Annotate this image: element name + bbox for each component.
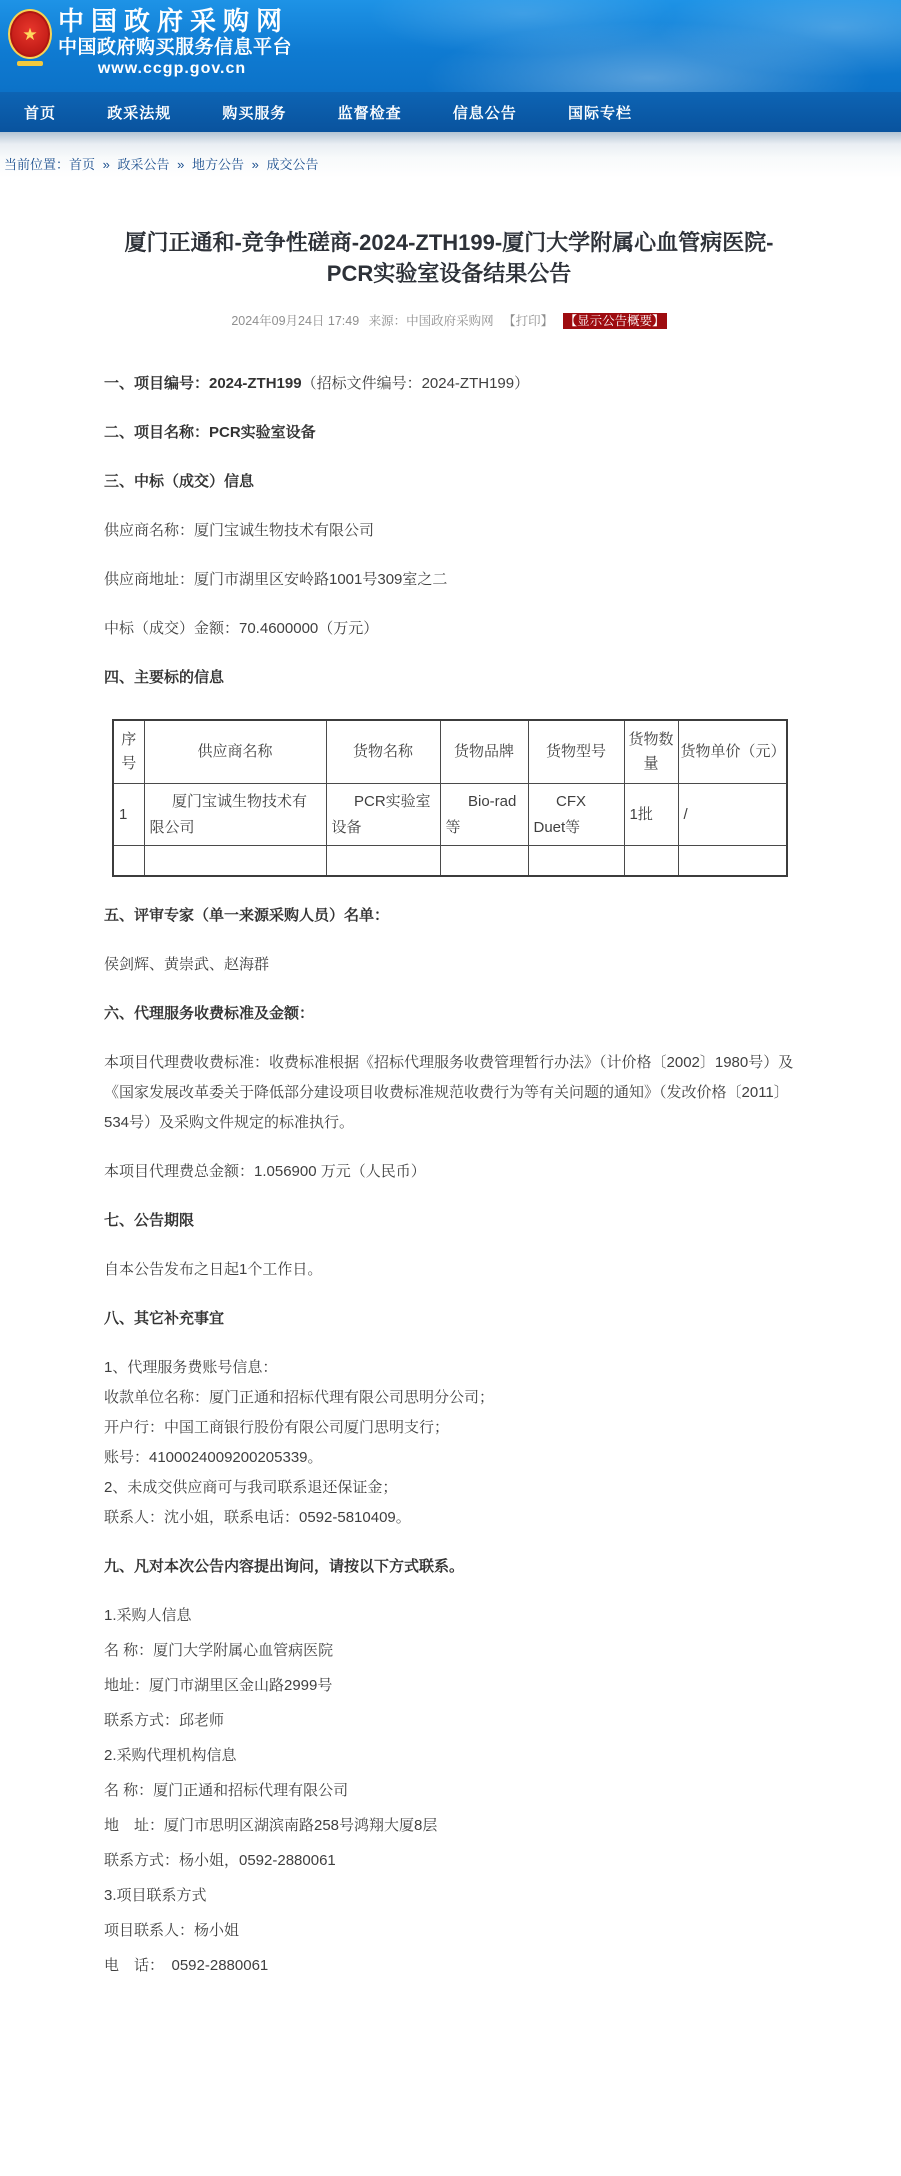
paragraph-text: 地址：厦门市湖里区金山路2999号 xyxy=(104,1676,333,1694)
emblem-base xyxy=(17,61,43,66)
breadcrumb-zone xyxy=(0,132,901,183)
breadcrumb-local-announcements[interactable]: 地方公告 xyxy=(192,157,245,172)
paragraph-text: 联系方式：邱老师 xyxy=(104,1711,225,1729)
col-header-model: 货物型号 xyxy=(528,720,624,784)
paragraph-project-contact-heading xyxy=(104,1881,794,1911)
cell-seq: 1 xyxy=(113,784,144,846)
paragraph-text: 联系方式：杨小姐，0592-2880061 xyxy=(104,1851,336,1869)
paragraph-text: 名 称：厦门正通和招标代理有限公司 xyxy=(104,1781,349,1799)
article-source: 来源：中国政府采购网 xyxy=(368,314,494,328)
paragraph-bold: 七、公告期限 xyxy=(104,1211,195,1229)
article-body xyxy=(104,369,794,1981)
nav-item-home[interactable]: 首页 xyxy=(24,104,57,122)
page-title: 厦门正通和-竞争性磋商-2024-ZTH199-厦门大学附属心血管病医院-PCR实验室设备结果公告 xyxy=(124,230,774,286)
paragraph-text: 3.项目联系方式 xyxy=(104,1886,207,1904)
cell-supplier: 厦门宝诚生物技术有限公司 xyxy=(144,784,326,846)
breadcrumb xyxy=(4,154,901,173)
paragraph-bold: 九、凡对本次公告内容提出询问，请按以下方式联系。 xyxy=(104,1557,465,1575)
paragraph-purchaser-address xyxy=(104,1671,794,1701)
table-header-row xyxy=(113,720,787,784)
print-button[interactable]: 【打印】 xyxy=(503,314,554,328)
paragraph-project-number xyxy=(104,369,794,399)
paragraph-text: 地 址：厦门市思明区湖滨南路258号鸿翔大厦8层 xyxy=(104,1816,438,1834)
paragraph-supplier-name xyxy=(104,516,794,546)
site-url: www.ccgp.gov.cn xyxy=(97,60,247,77)
col-header-seq: 序号 xyxy=(113,720,144,784)
nav-item-announcements[interactable]: 信息公告 xyxy=(452,104,517,122)
table-row xyxy=(113,784,787,846)
cell-empty xyxy=(440,846,528,876)
site-title-block xyxy=(58,7,292,79)
cell-model: CFX Duet等 xyxy=(528,784,624,846)
nav-items xyxy=(0,92,660,132)
col-header-goods-name: 货物名称 xyxy=(326,720,440,784)
paragraph-text: 侯剑辉、黄崇武、赵海群 xyxy=(104,955,270,973)
cell-brand: Bio-rad等 xyxy=(440,784,528,846)
publish-datetime: 2024年09月24日 17:49 xyxy=(231,314,360,328)
paragraph-inquiry-heading xyxy=(104,1552,794,1582)
nav-item-purchase-services[interactable]: 购买服务 xyxy=(222,104,287,122)
paragraph-bank xyxy=(104,1413,794,1443)
items-table xyxy=(112,719,788,877)
site-title: 中国政府采购网 xyxy=(58,6,290,36)
breadcrumb-home[interactable]: 首页 xyxy=(69,157,96,172)
emblem-ring xyxy=(8,9,52,59)
paragraph-text: 供应商地址：厦门市湖里区安岭路1001号309室之二 xyxy=(104,571,448,588)
announcement-article xyxy=(0,227,901,2176)
breadcrumb-separator: » xyxy=(251,157,259,172)
nav-item-supervision[interactable]: 监督检查 xyxy=(337,104,402,122)
paragraph-text: 联系人：沈小姐，联系电话：0592-5810409。 xyxy=(104,1508,411,1526)
paragraph-text: 供应商名称：厦门宝诚生物技术有限公司 xyxy=(104,522,375,539)
breadcrumb-deal-announcements[interactable]: 成交公告 xyxy=(266,157,319,172)
paragraph-contact-shen xyxy=(104,1503,794,1533)
paragraph-purchaser-contact xyxy=(104,1706,794,1736)
paragraph-fee-standard xyxy=(104,1048,794,1138)
paragraph-payee-name xyxy=(104,1383,794,1413)
breadcrumb-procurement-announcements[interactable]: 政采公告 xyxy=(117,157,170,172)
main-nav xyxy=(0,92,901,132)
paragraph-agency-address xyxy=(104,1811,794,1841)
paragraph-purchaser-info-heading xyxy=(104,1601,794,1631)
breadcrumb-separator: » xyxy=(102,157,110,172)
paragraph-agency-contact xyxy=(104,1846,794,1876)
paragraph-text: 1、代理服务费账号信息： xyxy=(104,1358,278,1376)
paragraph-period-text xyxy=(104,1255,794,1285)
article-meta xyxy=(104,311,794,329)
paragraph-agency-name xyxy=(104,1776,794,1806)
col-header-unit-price: 货物单价（元） xyxy=(678,720,787,784)
paragraph-account-number xyxy=(104,1443,794,1473)
paragraph-text: 自本公告发布之日起1个工作日。 xyxy=(104,1260,323,1278)
cell-empty xyxy=(528,846,624,876)
cell-empty xyxy=(326,846,440,876)
col-header-brand: 货物品牌 xyxy=(440,720,528,784)
paragraph-bold: 二、项目名称：PCR实验室设备 xyxy=(104,424,316,441)
paragraph-text: 收款单位名称：厦门正通和招标代理有限公司思明分公司； xyxy=(104,1388,495,1406)
national-emblem-icon xyxy=(8,9,52,71)
cell-goods-name: PCR实验室设备 xyxy=(326,784,440,846)
site-header xyxy=(0,0,901,92)
paragraph-deposit-refund xyxy=(104,1473,794,1503)
col-header-quantity: 货物数量 xyxy=(624,720,678,784)
paragraph-text: 中标（成交）金额：70.4600000（万元） xyxy=(104,620,379,637)
cell-empty xyxy=(113,846,144,876)
cell-empty xyxy=(624,846,678,876)
paragraph-experts-names xyxy=(104,950,794,980)
paragraph-text: （招标文件编号：2024-ZTH199） xyxy=(301,375,530,392)
paragraph-project-contact-phone xyxy=(104,1951,794,1981)
paragraph-text: 电 话： 0592-2880061 xyxy=(104,1956,269,1974)
paragraph-bold: 三、中标（成交）信息 xyxy=(104,473,255,490)
paragraph-project-name xyxy=(104,418,794,448)
paragraph-text: 名 称：厦门大学附属心血管病医院 xyxy=(104,1641,334,1659)
paragraph-text: 账号：4100024009200205339。 xyxy=(104,1448,323,1466)
table-row-empty xyxy=(113,846,787,876)
paragraph-agency-info-heading xyxy=(104,1741,794,1771)
nav-item-international[interactable]: 国际专栏 xyxy=(567,104,632,122)
paragraph-fee-total xyxy=(104,1157,794,1187)
paragraph-purchaser-name xyxy=(104,1636,794,1666)
breadcrumb-label: 当前位置： xyxy=(4,157,70,172)
paragraph-text: 本项目代理费总金额：1.056900 万元（人民币） xyxy=(104,1162,426,1180)
paragraph-award-amount xyxy=(104,614,794,644)
paragraph-other-matters-heading xyxy=(104,1304,794,1334)
breadcrumb-separator: » xyxy=(177,157,185,172)
paragraph-main-items-heading xyxy=(104,663,794,693)
paragraph-bold: 六、代理服务收费标准及金额： xyxy=(104,1004,315,1022)
paragraph-text: 项目联系人：杨小姐 xyxy=(104,1921,240,1939)
paragraph-bold: 八、其它补充事宜 xyxy=(104,1309,225,1327)
paragraph-account-info-heading xyxy=(104,1353,794,1383)
paragraph-period-heading xyxy=(104,1206,794,1236)
col-header-supplier: 供应商名称 xyxy=(144,720,326,784)
paragraph-agency-fee-heading xyxy=(104,999,794,1029)
paragraph-bold: 四、主要标的信息 xyxy=(104,669,225,686)
cell-quantity: 1批 xyxy=(624,784,678,846)
cell-empty xyxy=(144,846,326,876)
nav-item-regulations[interactable]: 政采法规 xyxy=(107,104,172,122)
site-subtitle: 中国政府购买服务信息平台 xyxy=(58,37,293,58)
show-summary-button[interactable]: 【显示公告概要】 xyxy=(564,314,665,328)
paragraph-supplier-address xyxy=(104,565,794,595)
paragraph-experts-heading xyxy=(104,901,794,931)
cell-unit-price: / xyxy=(678,784,787,846)
cell-empty xyxy=(678,846,787,876)
paragraph-text: 2、未成交供应商可与我司联系退还保证金； xyxy=(104,1478,398,1496)
paragraph-bold: 一、项目编号：2024-ZTH199 xyxy=(104,375,302,392)
paragraph-text: 开户行：中国工商银行股份有限公司厦门思明支行； xyxy=(104,1418,450,1436)
paragraph-bold: 五、评审专家（单一来源采购人员）名单： xyxy=(104,906,390,924)
paragraph-award-info-heading xyxy=(104,467,794,497)
paragraph-text: 本项目代理费收费标准：收费标准根据《招标代理服务收费管理暂行办法》（计价格〔2002〕1980号）及《国家发展改革委关于降低部分建设项目收费标准规范收费行为等有关问题的通知》（发改价格〔2011〕534号）及采购文件规定的标准执行。 xyxy=(104,1053,794,1131)
paragraph-text: 2.采购代理机构信息 xyxy=(104,1746,237,1764)
paragraph-text: 1.采购人信息 xyxy=(104,1606,192,1624)
star-icon: ★ xyxy=(22,24,38,44)
paragraph-project-contact-name xyxy=(104,1916,794,1946)
